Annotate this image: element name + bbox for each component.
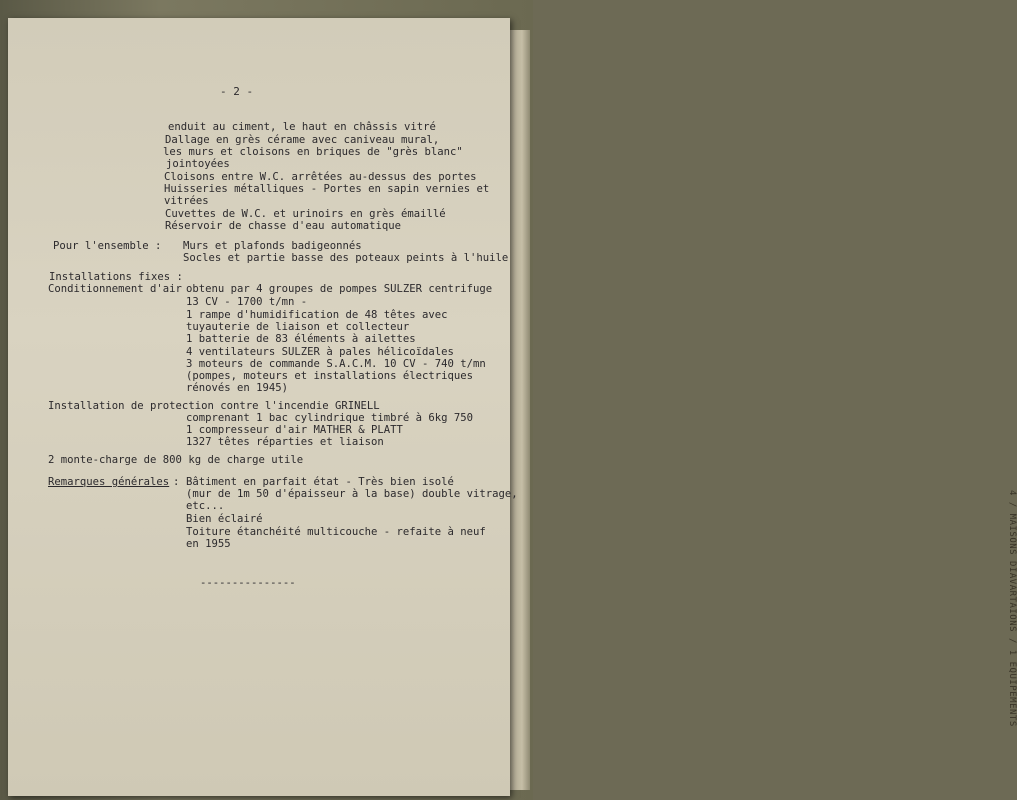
conditionnement-line-4: tuyauterie de liaison et collecteur: [186, 321, 410, 333]
walls-line-6: Huisseries métalliques - Portes en sapin vernies et: [164, 183, 490, 195]
monte-charge-line: 2 monte-charge de 800 kg de charge utile: [48, 454, 304, 466]
page-number: - 2 -: [220, 85, 254, 98]
walls-line-7: vitrées: [164, 195, 209, 207]
protection-label: Installation de protection contre l'incendie GRINELL: [48, 400, 380, 412]
remarques-line-3: etc...: [186, 500, 225, 512]
remarques-line-4: Bien éclairé: [186, 513, 263, 525]
ensemble-line-2: Socles et partie basse des poteaux peints à l'huile: [183, 252, 509, 264]
end-rule: ---------------: [200, 577, 296, 589]
walls-line-3: les murs et cloisons en briques de "grès blanc": [163, 146, 463, 158]
protection-line-1: comprenant 1 bac cylindrique timbré à 6kg 750: [186, 412, 474, 424]
ensemble-line-1: Murs et plafonds badigeonnés: [183, 240, 362, 252]
conditionnement-line-8: (pompes, moteurs et installations électriques: [186, 370, 474, 382]
installations-heading: Installations fixes :: [49, 271, 183, 283]
protection-line-3: 1327 têtes réparties et liaison: [186, 436, 384, 448]
conditionnement-line-5: 1 batterie de 83 éléments à ailettes: [186, 333, 416, 345]
walls-line-4: jointoyées: [166, 158, 230, 170]
conditionnement-line-2: 13 CV - 1700 t/mn -: [186, 296, 308, 308]
binder-edge: [510, 30, 1017, 790]
walls-line-1: enduit au ciment, le haut en châssis vitré: [168, 121, 436, 133]
remarques-label: Remarques générales: [48, 476, 170, 488]
conditionnement-line-1: obtenu par 4 groupes de pompes SULZER centrifuge: [186, 283, 493, 295]
conditionnement-line-3: 1 rampe d'humidification de 48 têtes avec: [186, 309, 448, 321]
conditionnement-line-6: 4 ventilateurs SULZER à pales hélicoïdales: [186, 346, 454, 358]
remarques-line-6: en 1955: [186, 538, 231, 550]
walls-line-8: Cuvettes de W.C. et urinoirs en grès émaillé: [165, 208, 446, 220]
ensemble-label: Pour l'ensemble :: [53, 240, 162, 252]
conditionnement-line-7: 3 moteurs de commande S.A.C.M. 10 CV - 740 t/mn: [186, 358, 486, 370]
protection-line-2: 1 compresseur d'air MATHER & PLATT: [186, 424, 403, 436]
remarques-line-5: Toiture étanchéité multicouche - refaite à neuf: [186, 526, 486, 538]
conditionnement-line-9: rénovés en 1945): [186, 382, 289, 394]
side-tab-label: 4 / MAISONS DIAVARTAIONS / 1 EQUIPEMENTS: [1007, 490, 1017, 727]
remarques-line-1: Bâtiment en parfait état - Très bien isolé: [186, 476, 454, 488]
remarques-line-2: (mur de 1m 50 d'épaisseur à la base) double vitrage,: [186, 488, 518, 500]
walls-line-5: Cloisons entre W.C. arrêtées au-dessus des portes: [164, 171, 477, 183]
document-page: [8, 18, 518, 796]
conditionnement-label: Conditionnement d'air: [48, 283, 182, 295]
walls-line-9: Réservoir de chasse d'eau automatique: [165, 220, 401, 232]
walls-line-2: Dallage en grès cérame avec caniveau mural,: [165, 134, 440, 146]
remarques-separator: :: [173, 476, 180, 488]
